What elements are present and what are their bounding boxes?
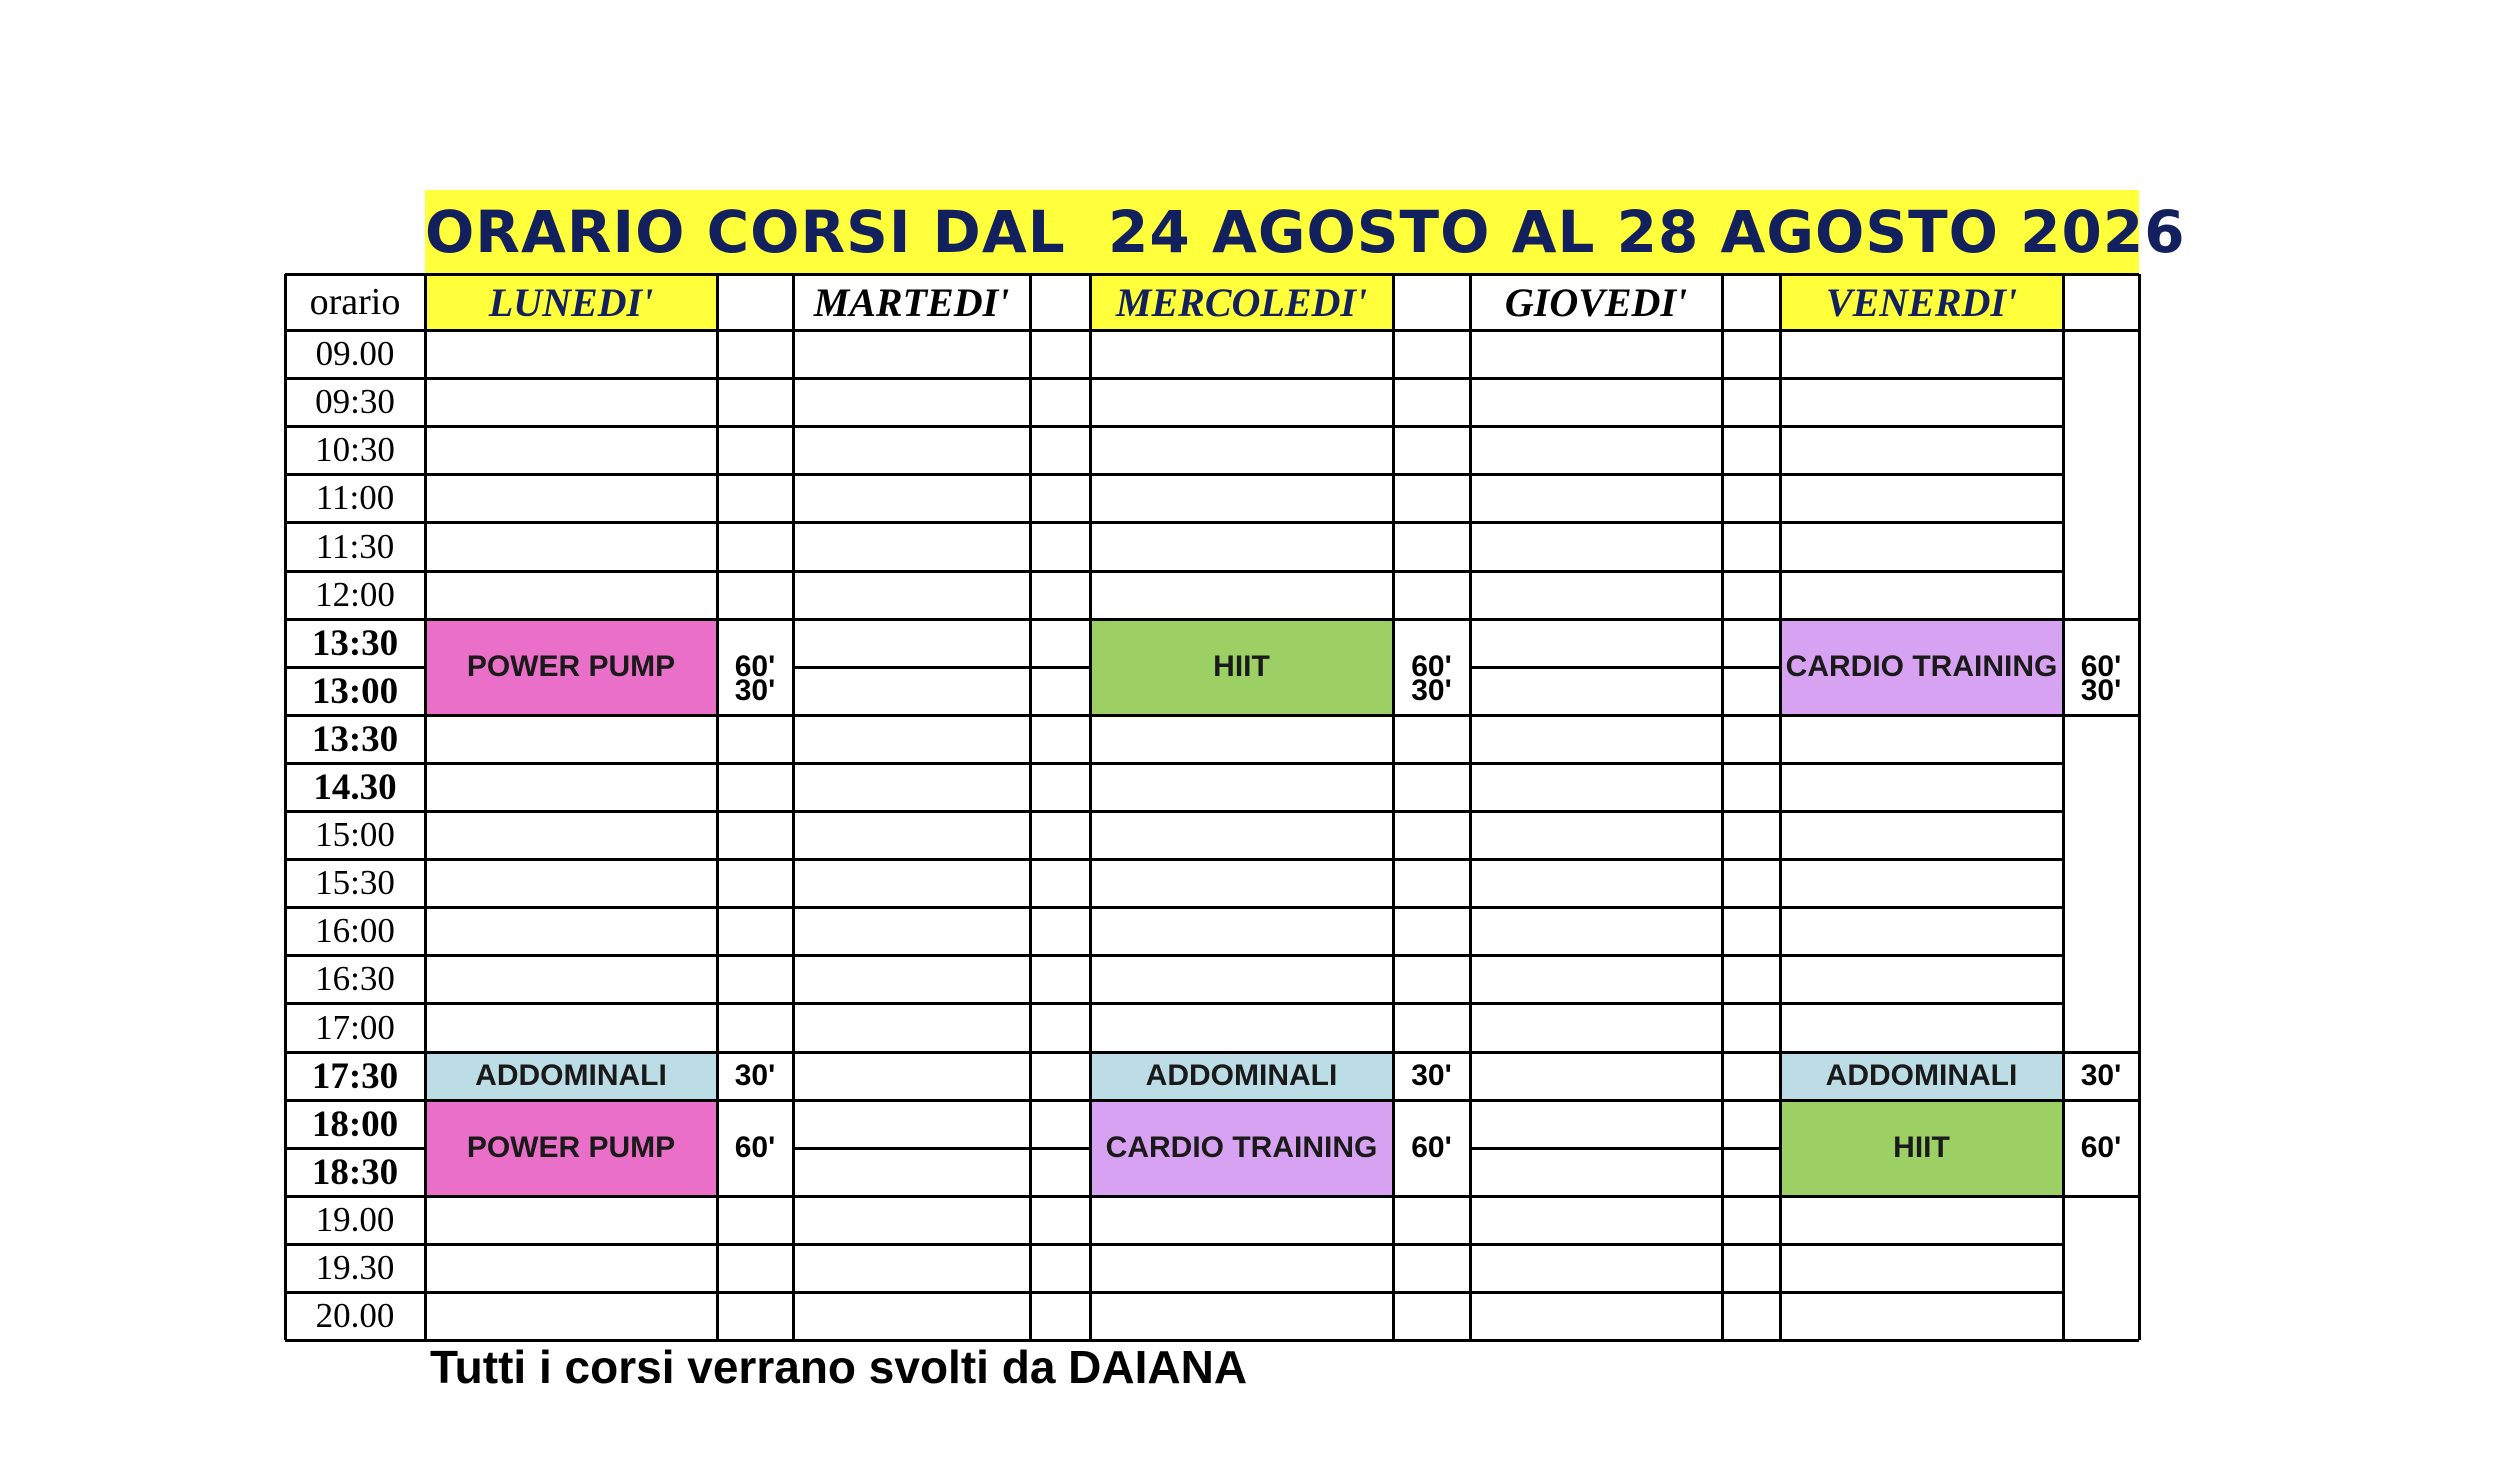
grid-line <box>285 1195 425 1198</box>
day-header-giovedi: GIOVEDI' <box>1504 279 1688 325</box>
grid-line <box>1030 1195 1090 1198</box>
grid-line <box>1030 377 1090 380</box>
grid-line <box>1780 810 2063 813</box>
grid-line <box>792 274 795 1340</box>
grid-line <box>717 1099 793 1102</box>
grid-line <box>1090 1051 1393 1054</box>
grid-line <box>1470 377 1722 380</box>
grid-line <box>2063 618 2139 621</box>
grid-line <box>1030 1243 1090 1246</box>
grid-line <box>285 1147 425 1150</box>
grid-line <box>1090 954 1393 957</box>
time-label: 11:30 <box>315 526 395 566</box>
grid-line <box>1780 1051 2063 1054</box>
time-label: 20.00 <box>315 1296 395 1335</box>
time-label: 19.30 <box>315 1248 395 1287</box>
grid-line <box>424 274 427 1340</box>
class-duration: 30' <box>2080 1059 2122 1092</box>
grid-line <box>1393 570 1470 573</box>
grid-line <box>425 762 717 765</box>
grid-line <box>2138 274 2141 1340</box>
grid-line <box>1393 1195 1470 1198</box>
day-header-mercoledi: MERCOLEDI' <box>1090 274 1393 330</box>
grid-line <box>1780 858 2063 861</box>
grid-line <box>1089 274 1092 1340</box>
grid-line <box>1779 274 1782 1340</box>
grid-line <box>285 1002 425 1005</box>
time-label: 16:30 <box>315 959 395 998</box>
grid-line <box>1030 1147 1090 1150</box>
time-label: 15:30 <box>315 863 395 902</box>
grid-line <box>1722 810 1780 813</box>
grid-line <box>1780 618 2063 621</box>
grid-line <box>285 954 425 957</box>
class-duration: 30' <box>1411 1059 1452 1092</box>
grid-line <box>1780 425 2063 428</box>
day-header-martedi: MARTEDI' <box>813 279 1010 325</box>
grid-line <box>1722 425 1780 428</box>
grid-line <box>793 714 1030 717</box>
grid-line <box>1722 954 1780 957</box>
grid-line <box>2063 1099 2139 1102</box>
grid-line <box>1393 810 1470 813</box>
grid-line <box>1393 1243 1470 1246</box>
grid-line <box>1030 666 1090 669</box>
grid-line <box>1030 1099 1090 1102</box>
grid-line <box>717 521 793 524</box>
grid-line <box>717 377 793 380</box>
grid-line <box>1780 762 2063 765</box>
footer-note: Tutti i corsi verrano svolti da DAIANA <box>430 1341 1248 1393</box>
grid-line <box>717 618 793 621</box>
grid-line <box>1090 1243 1393 1246</box>
grid-line <box>717 810 793 813</box>
grid-line <box>1780 906 2063 909</box>
grid-line <box>1470 810 1722 813</box>
grid-line <box>1470 858 1722 861</box>
class-duration: 60' <box>2080 650 2122 683</box>
grid-line <box>1029 274 1032 1340</box>
grid-line <box>425 1243 717 1246</box>
grid-line <box>1030 906 1090 909</box>
grid-line <box>717 954 793 957</box>
time-label: 09.00 <box>315 334 395 373</box>
grid-line <box>1393 473 1470 476</box>
grid-line <box>1393 1099 1470 1102</box>
grid-line <box>1090 810 1393 813</box>
time-label: 13:30 <box>311 718 399 760</box>
class-block-power-pump: POWER PUMP <box>425 1100 717 1196</box>
time-label: 12:00 <box>315 575 395 614</box>
grid-line <box>717 762 793 765</box>
grid-line <box>793 1291 1030 1294</box>
grid-line <box>285 273 2139 276</box>
grid-line <box>425 521 717 524</box>
grid-line <box>1722 714 1780 717</box>
grid-line <box>285 329 2139 332</box>
grid-line <box>717 1002 793 1005</box>
grid-line <box>285 858 425 861</box>
grid-line <box>1470 521 1722 524</box>
grid-line <box>1393 762 1470 765</box>
class-block-cardio-training: CARDIO TRAINING <box>1780 619 2063 715</box>
grid-line <box>1470 1243 1722 1246</box>
grid-line <box>1030 1002 1090 1005</box>
class-duration: 30' <box>734 674 776 707</box>
time-label: 14.30 <box>313 766 397 808</box>
class-duration: 60' <box>734 1131 776 1164</box>
grid-line <box>1470 762 1722 765</box>
class-duration: 60' <box>1411 1131 1452 1164</box>
time-label: 17:00 <box>315 1007 395 1047</box>
grid-line <box>1090 1099 1393 1102</box>
class-block-cardio-training: CARDIO TRAINING <box>1090 1100 1393 1196</box>
grid-line <box>285 714 425 717</box>
grid-line <box>1470 570 1722 573</box>
grid-line <box>2062 274 2065 1340</box>
grid-line <box>425 1002 717 1005</box>
grid-line <box>1722 1051 1780 1054</box>
grid-line <box>1722 666 1780 669</box>
grid-line <box>1393 714 1470 717</box>
grid-line <box>425 425 717 428</box>
time-label: 13:30 <box>311 622 399 664</box>
grid-line <box>425 714 717 717</box>
grid-line <box>717 1291 793 1294</box>
grid-line <box>1721 274 1724 1340</box>
grid-line <box>425 906 717 909</box>
grid-line <box>1030 473 1090 476</box>
grid-line <box>793 1147 1030 1150</box>
grid-line <box>1722 906 1780 909</box>
grid-line <box>793 762 1030 765</box>
grid-line <box>793 473 1030 476</box>
grid-line <box>1470 1051 1722 1054</box>
grid-line <box>1780 1195 2063 1198</box>
grid-line <box>1470 473 1722 476</box>
grid-line <box>425 810 717 813</box>
grid-line <box>1030 1291 1090 1294</box>
day-header-venerdi: VENERDI' <box>1780 274 2063 330</box>
grid-line <box>717 473 793 476</box>
time-label: 19.00 <box>315 1200 395 1239</box>
grid-line <box>1470 906 1722 909</box>
grid-line <box>284 274 287 1340</box>
grid-line <box>1722 618 1780 621</box>
grid-line <box>1393 521 1470 524</box>
grid-line <box>1470 714 1722 717</box>
time-label: 13:00 <box>311 670 399 712</box>
grid-line <box>1090 521 1393 524</box>
grid-line <box>1393 618 1470 621</box>
grid-line <box>285 1291 425 1294</box>
grid-line <box>285 618 425 621</box>
grid-line <box>1030 954 1090 957</box>
grid-line <box>1393 906 1470 909</box>
grid-line <box>793 1243 1030 1246</box>
grid-line <box>1780 570 2063 573</box>
grid-line <box>1393 1051 1470 1054</box>
grid-line <box>1722 473 1780 476</box>
class-block-addominali: ADDOMINALI <box>1780 1052 2063 1100</box>
grid-line <box>425 1195 717 1198</box>
grid-line <box>1090 1291 1393 1294</box>
grid-line <box>1780 714 2063 717</box>
grid-line <box>285 666 425 669</box>
grid-line <box>1722 377 1780 380</box>
grid-line <box>285 521 425 524</box>
grid-line <box>717 1051 793 1054</box>
time-label: 17:30 <box>311 1055 399 1097</box>
grid-line <box>285 1099 425 1102</box>
class-duration: 60' <box>734 650 776 683</box>
grid-line <box>1030 425 1090 428</box>
grid-line <box>2063 714 2139 717</box>
time-label: 18:00 <box>311 1103 399 1145</box>
grid-line <box>1393 425 1470 428</box>
grid-line <box>285 570 425 573</box>
grid-line <box>1393 1002 1470 1005</box>
grid-line <box>1722 1099 1780 1102</box>
grid-line <box>793 1099 1030 1102</box>
grid-line <box>1780 1002 2063 1005</box>
class-block-addominali: ADDOMINALI <box>425 1052 717 1100</box>
time-label: 18:30 <box>311 1151 399 1193</box>
grid-line <box>717 714 793 717</box>
grid-line <box>1780 473 2063 476</box>
grid-line <box>1393 954 1470 957</box>
grid-line <box>285 377 425 380</box>
grid-line <box>1030 714 1090 717</box>
grid-line <box>1722 570 1780 573</box>
grid-line <box>1470 1002 1722 1005</box>
grid-line <box>1722 858 1780 861</box>
grid-line <box>1393 1291 1470 1294</box>
grid-line <box>1090 906 1393 909</box>
grid-line <box>425 377 717 380</box>
grid-line <box>793 1002 1030 1005</box>
class-duration: 30' <box>2080 674 2122 707</box>
grid-line <box>285 906 425 909</box>
grid-line <box>1030 762 1090 765</box>
grid-line <box>1393 858 1470 861</box>
grid-line <box>717 570 793 573</box>
grid-line <box>1780 521 2063 524</box>
grid-line <box>1722 1002 1780 1005</box>
day-header-lunedi: LUNEDI' <box>425 274 717 330</box>
grid-line <box>793 666 1030 669</box>
grid-line <box>793 377 1030 380</box>
grid-line <box>1780 1099 2063 1102</box>
grid-line <box>1090 858 1393 861</box>
grid-line <box>717 906 793 909</box>
grid-line <box>1469 274 1472 1340</box>
grid-line <box>1470 1291 1722 1294</box>
grid-line <box>1470 666 1722 669</box>
grid-line <box>1090 1195 1393 1198</box>
page-title: ORARIO CORSI DAL 24 AGOSTO AL 28 AGOSTO 2026 <box>425 190 2139 274</box>
grid-line <box>1470 618 1722 621</box>
class-duration: 30' <box>734 1059 776 1092</box>
grid-line <box>285 1243 425 1246</box>
time-label: 10:30 <box>315 430 395 469</box>
grid-line <box>793 954 1030 957</box>
grid-line <box>1722 1243 1780 1246</box>
grid-line <box>1722 521 1780 524</box>
grid-line <box>1780 954 2063 957</box>
grid-line <box>1780 1243 2063 1246</box>
grid-line <box>1090 570 1393 573</box>
grid-line <box>1090 473 1393 476</box>
grid-line <box>793 1051 1030 1054</box>
class-duration: 60' <box>2080 1131 2122 1164</box>
grid-line <box>1470 425 1722 428</box>
grid-line <box>1470 1195 1722 1198</box>
grid-line <box>1780 377 2063 380</box>
grid-line <box>793 521 1030 524</box>
grid-line <box>1030 858 1090 861</box>
grid-line <box>1470 954 1722 957</box>
grid-line <box>2063 1051 2139 1054</box>
grid-line <box>793 1195 1030 1198</box>
grid-line <box>425 954 717 957</box>
grid-line <box>1090 377 1393 380</box>
grid-line <box>285 762 425 765</box>
grid-line <box>425 570 717 573</box>
grid-line <box>1470 1099 1722 1102</box>
grid-line <box>793 618 1030 621</box>
grid-line <box>793 810 1030 813</box>
grid-line <box>1030 810 1090 813</box>
grid-line <box>285 1051 425 1054</box>
grid-line <box>2063 1195 2139 1198</box>
grid-line <box>1722 1195 1780 1198</box>
grid-line <box>425 1291 717 1294</box>
grid-line <box>793 858 1030 861</box>
class-duration: 60' <box>1411 650 1452 683</box>
grid-line <box>285 810 425 813</box>
grid-line <box>425 618 717 621</box>
grid-line <box>1030 618 1090 621</box>
grid-line <box>793 425 1030 428</box>
grid-line <box>285 425 425 428</box>
grid-line <box>717 425 793 428</box>
grid-line <box>425 473 717 476</box>
grid-line <box>1392 274 1395 1340</box>
grid-line <box>717 1195 793 1198</box>
time-label: 09:30 <box>315 382 395 421</box>
grid-line <box>1090 618 1393 621</box>
grid-line <box>793 570 1030 573</box>
class-block-addominali: ADDOMINALI <box>1090 1052 1393 1100</box>
class-duration: 30' <box>1411 674 1452 707</box>
grid-line <box>425 1051 717 1054</box>
grid-line <box>1722 762 1780 765</box>
grid-line <box>793 906 1030 909</box>
grid-line <box>1470 1147 1722 1150</box>
orario-header: orario <box>309 281 401 323</box>
class-block-hiit: HIIT <box>1780 1100 2063 1196</box>
time-label: 16:00 <box>315 911 395 950</box>
grid-line <box>717 858 793 861</box>
time-label: 15:00 <box>315 815 395 854</box>
class-block-hiit: HIIT <box>1090 619 1393 715</box>
time-label: 11:00 <box>315 478 395 517</box>
grid-line <box>1722 1291 1780 1294</box>
class-block-power-pump: POWER PUMP <box>425 619 717 715</box>
grid-line <box>1090 714 1393 717</box>
grid-line <box>425 858 717 861</box>
grid-line <box>1393 377 1470 380</box>
grid-line <box>1030 1051 1090 1054</box>
grid-line <box>1780 1291 2063 1294</box>
grid-line <box>1090 762 1393 765</box>
grid-line <box>1090 425 1393 428</box>
grid-line <box>716 274 719 1340</box>
grid-line <box>1030 570 1090 573</box>
grid-line <box>1722 1147 1780 1150</box>
grid-line <box>717 1243 793 1246</box>
grid-line <box>425 1099 717 1102</box>
grid-line <box>1090 1002 1393 1005</box>
grid-line <box>1030 521 1090 524</box>
grid-line <box>285 473 425 476</box>
